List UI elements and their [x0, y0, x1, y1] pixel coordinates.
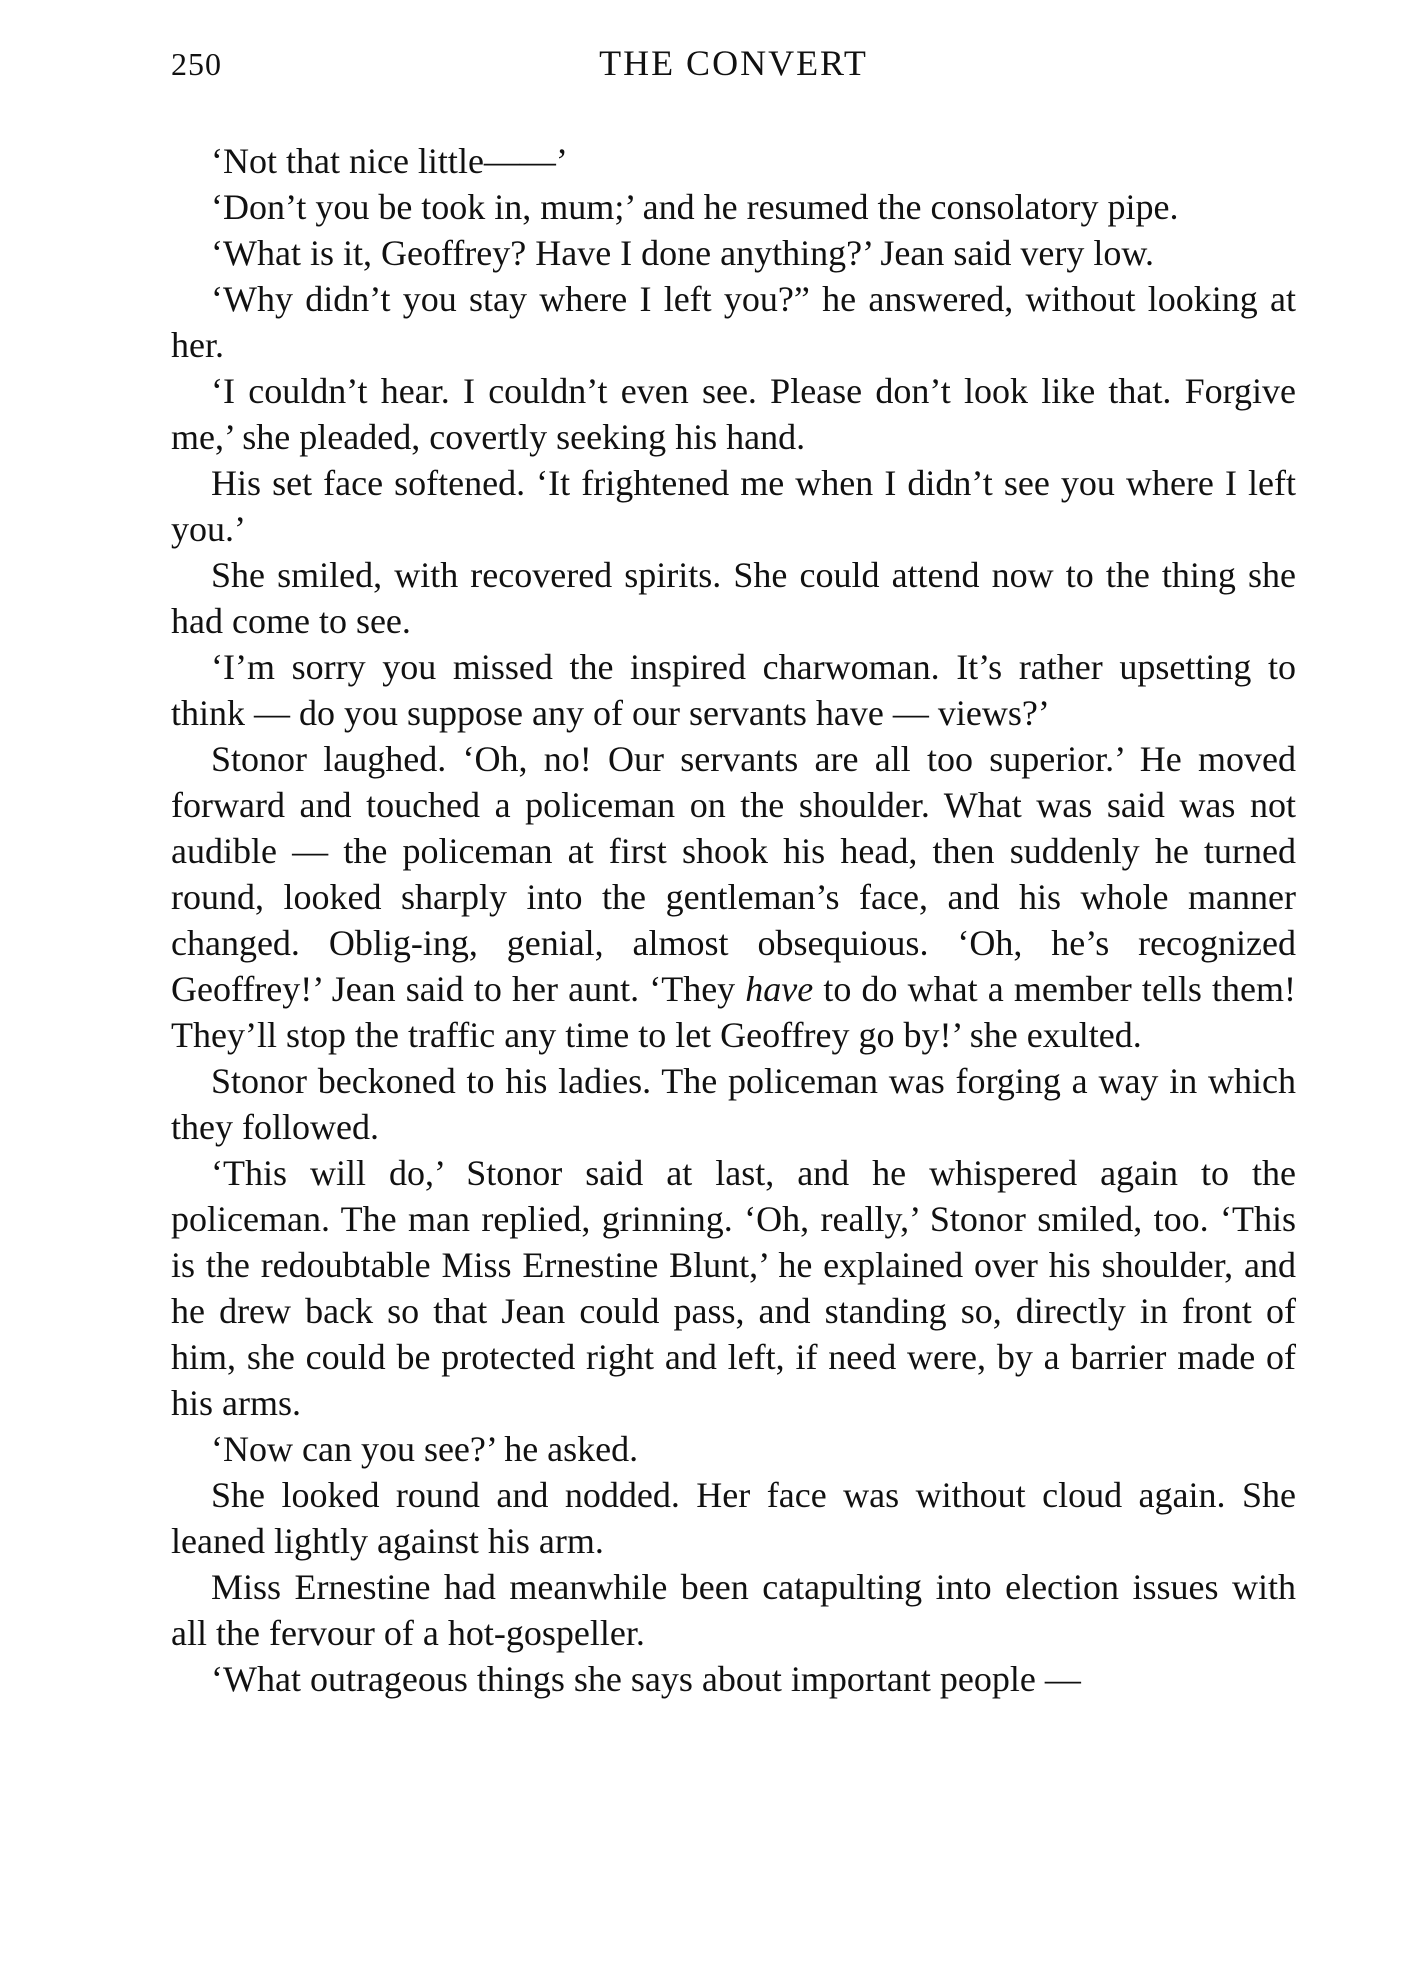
paragraph-text: Stonor laughed. ‘Oh, no! Our servants are all too superior.’ He moved forward and touched a policeman on the shoulder. What was said was not audible — the policeman at first shook his head, then suddenly he turned round, looked sharply into the gentleman’s face, and his whole manner changed. Oblig-ing, genial, almost obsequious. ‘Oh, he’s recognized Geoffrey!’ Jean said to her aunt. ‘They	[171, 739, 1296, 1009]
paragraph: Miss Ernestine had meanwhile been catapulting into election issues with all the fervour of a hot-gospeller.	[171, 1567, 1296, 1653]
paragraph: She looked round and nodded. Her face was without cloud again. She leaned lightly against his arm.	[171, 1475, 1296, 1561]
paragraph: ‘I’m sorry you missed the inspired charwoman. It’s rather upsetting to think — do you suppose any of our servants have — views?’	[171, 647, 1296, 733]
paragraph: His set face softened. ‘It frightened me when I didn’t see you where I left you.’	[171, 463, 1296, 549]
paragraph-text: to do what a member tells them! They’ll stop the traffic any time to let Geoffrey go by!’ she exulted.	[171, 969, 1296, 1055]
page-number: 250	[171, 46, 222, 82]
paragraph: ‘What outrageous things she says about important people —	[211, 1659, 1081, 1699]
paragraph: Stonor beckoned to his ladies. The policeman was forging a way in which they followed.	[171, 1061, 1296, 1147]
paragraph	[171, 736, 1296, 1058]
paragraph: ‘Now can you see?’ he asked.	[211, 1429, 639, 1469]
paragraph: ‘This will do,’ Stonor said at last, and he whispered again to the policeman. The man replied, grinning. ‘Oh, really,’ Stonor smiled, too. ‘This is the redoubtable Miss Ernestine Blunt,’ he explained over his shoulder, and he drew back so that Jean could pass, and standing so, directly in front of him, she could be protected right and left, if need were, by a barrier made of his arms.	[171, 1153, 1296, 1423]
paragraph: ‘I couldn’t hear. I couldn’t even see. Please don’t look like that. Forgive me,’ she pleaded, covertly seeking his hand.	[171, 371, 1296, 457]
emphasized-word: have	[745, 969, 814, 1009]
paragraph: ‘What is it, Geoffrey? Have I done anything?’ Jean said very low.	[211, 233, 1154, 273]
paragraph: ‘Don’t you be took in, mum;’ and he resumed the consolatory pipe.	[211, 187, 1179, 227]
page-header	[171, 38, 1296, 98]
running-title: THE CONVERT	[599, 43, 868, 83]
paragraph: She smiled, with recovered spirits. She could attend now to the thing she had come to see.	[171, 555, 1296, 641]
paragraph: ‘Not that nice little——’	[211, 141, 568, 181]
body-text	[171, 138, 1296, 1702]
paragraph: ‘Why didn’t you stay where I left you?” he answered, without looking at her.	[171, 279, 1296, 365]
